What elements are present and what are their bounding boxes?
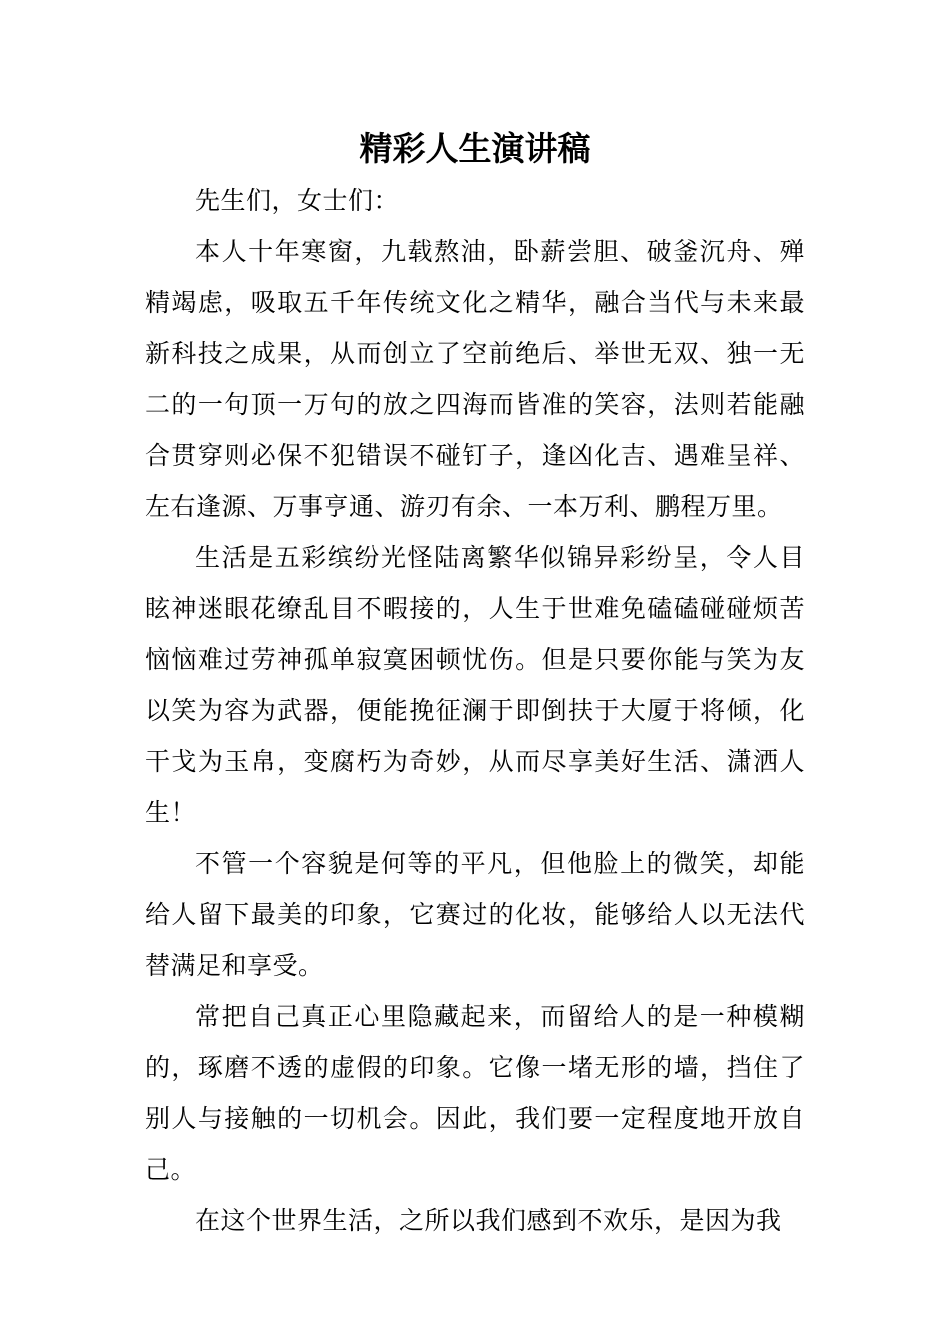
paragraph: 生活是五彩缤纷光怪陆离繁华似锦异彩纷呈，令人目眩神迷眼花缭乱目不暇接的，人生于世难免磕磕碰碰烦苦恼恼难过劳神孤单寂寞困顿忧伤。但是只要你能与笑为友以笑为容为武器，便能挽征澜于即倒扶于大厦于将倾，化干戈为玉帛，变腐朽为奇妙，从而尽享美好生活、潇洒人生！ [145, 543, 805, 827]
paragraph: 在这个世界生活，之所以我们感到不欢乐，是因为我 [195, 1206, 782, 1235]
document-body [145, 175, 805, 1246]
paragraph: 常把自己真正心里隐藏起来，而留给人的是一种模糊的，琢磨不透的虚假的印象。它像一堵无形的墙，挡住了别人与接触的一切机会。因此，我们要一定程度地开放自己。 [145, 1002, 805, 1184]
paragraph: 本人十年寒窗，九载熬油，卧薪尝胆、破釜沉舟、殚精竭虑，吸取五千年传统文化之精华，融合当代与未来最新科技之成果，从而创立了空前绝后、举世无双、独一无二的一句顶一万句的放之四海而皆准的笑容，法则若能融合贯穿则必保不犯错误不碰钉子，逢凶化吉、遇难呈祥、左右逢源、万事亨通、游刃有余、一本万利、鹏程万里。 [145, 237, 805, 521]
paragraph-salutation: 先生们，女士们： [195, 186, 400, 215]
paragraph: 不管一个容貌是何等的平凡，但他脸上的微笑，却能给人留下最美的印象，它赛过的化妆，能够给人以无法代替满足和享受。 [145, 849, 805, 980]
document-title: 精彩人生演讲稿 [359, 129, 591, 168]
